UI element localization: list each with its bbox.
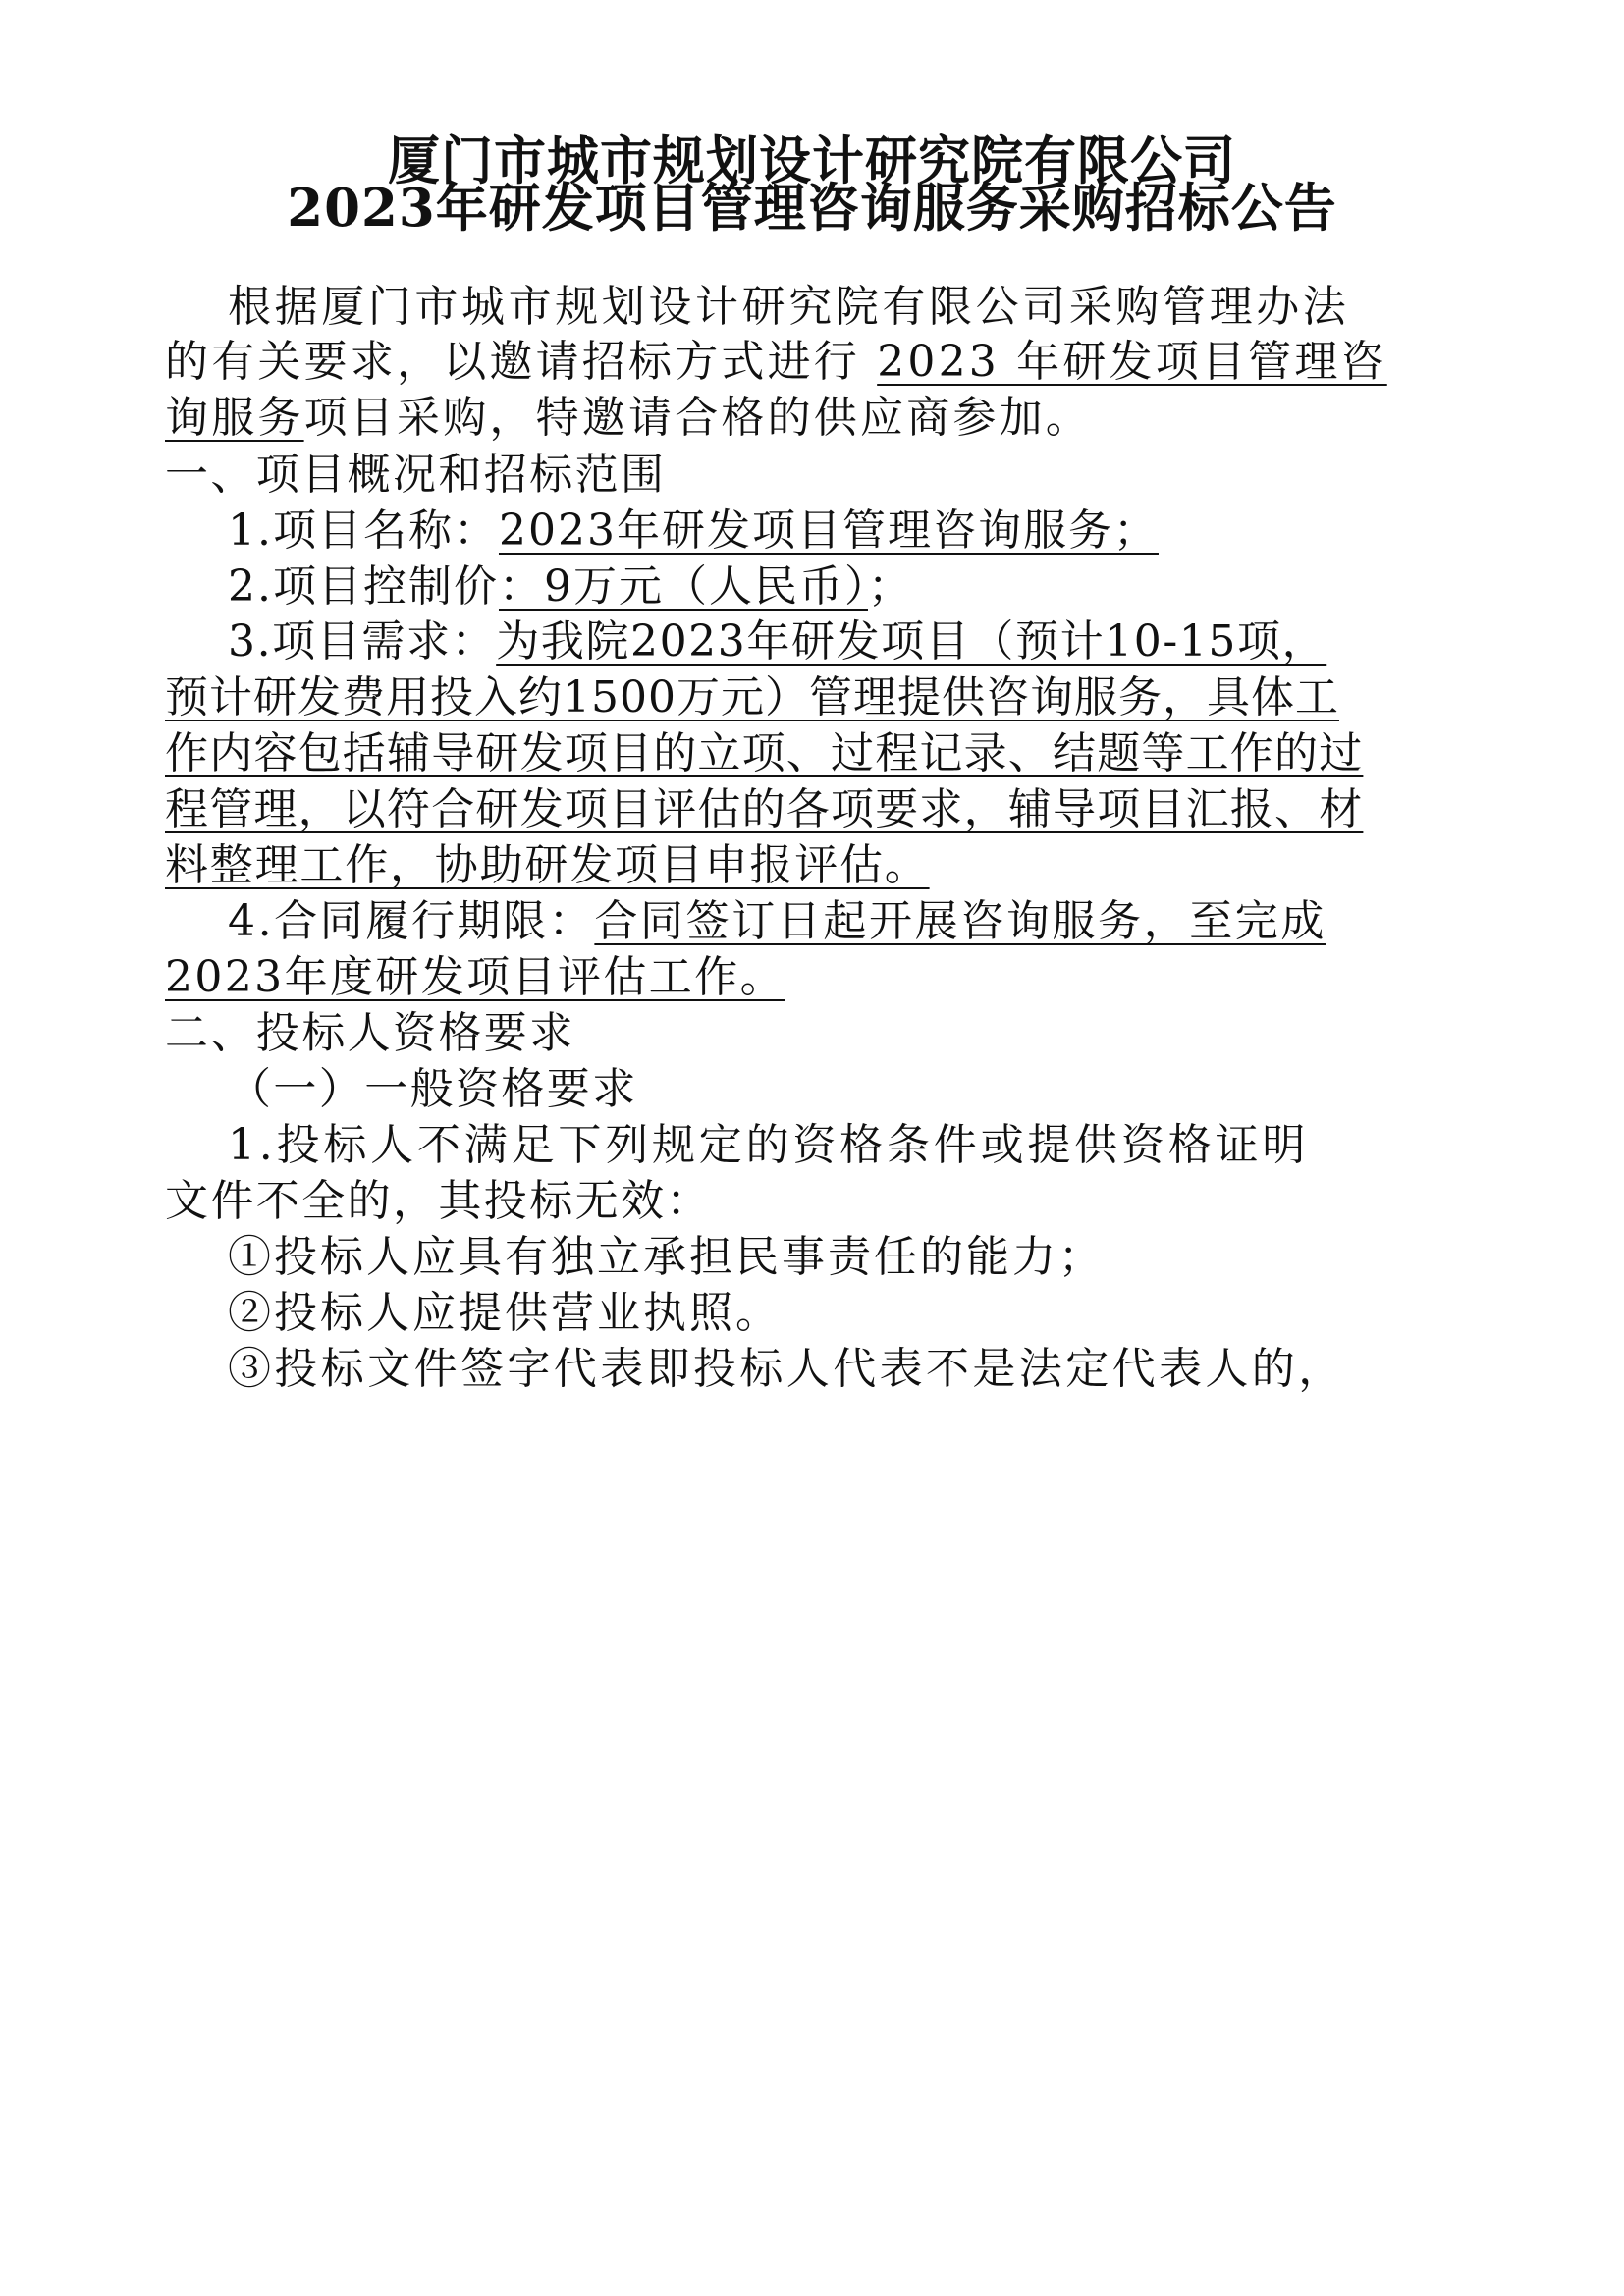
item4-label: 4.合同履行期限： xyxy=(228,896,595,946)
condition-2: ②投标人应提供营业执照。 xyxy=(228,1288,782,1338)
condition-1: ①投标人应具有独立承担民事责任的能力； xyxy=(228,1232,1105,1282)
item3-requirement-line5 xyxy=(165,838,930,893)
item2-end: ； xyxy=(867,561,913,612)
item4-text-line1: 合同签订日起开展咨询服务，至完成 xyxy=(594,896,1326,946)
item3-text-line4: 程管理，以符合研发项目评估的各项要求，辅导项目汇报、材 xyxy=(165,784,1364,834)
item2-value: ：9万元（人民币） xyxy=(498,561,868,612)
item1-value: 2023年研发项目管理咨询服务； xyxy=(498,506,1159,556)
condition-3: ③投标文件签字代表即投标人代表不是法定代表人的， xyxy=(228,1344,1345,1394)
item3-text-line3: 作内容包括辅导研发项目的立项、过程记录、结题等工作的过 xyxy=(165,728,1364,778)
intro-line-2-text: 的有关要求，以邀请招标方式进行 xyxy=(165,337,878,387)
section2-para1-line1: 1.投标人不满足下列规定的资格条件或提供资格证明 xyxy=(228,1120,1310,1170)
item3-requirement-line1 xyxy=(228,614,1326,669)
item2-label: 2.项目控制价 xyxy=(228,561,499,612)
item3-text-line2: 预计研发费用投入约1500万元）管理提供咨询服务，具体工 xyxy=(165,672,1339,722)
section2-para1-line2: 文件不全的，其投标无效： xyxy=(165,1176,712,1226)
item3-requirement-line4 xyxy=(165,782,1363,837)
intro-project-name-part2: 询服务 xyxy=(165,393,304,443)
section2-heading: 二、投标人资格要求 xyxy=(165,1008,575,1058)
section1-heading: 一、项目概况和招标范围 xyxy=(165,450,667,500)
item4-contract-period-line1 xyxy=(228,894,1326,949)
item3-text-line5: 料整理工作，协助研发项目申报评估。 xyxy=(165,840,930,890)
intro-line-2 xyxy=(165,335,1387,390)
item3-text-line1: 为我院2023年研发项目（预计10-15项， xyxy=(496,616,1327,667)
intro-line-1: 根据厦门市城市规划设计研究院有限公司采购管理办法 xyxy=(228,282,1350,332)
document-title-line1: 厦门市城市规划设计研究院有限公司 xyxy=(388,131,1236,191)
intro-line-3 xyxy=(165,391,1092,446)
item3-requirement-line3 xyxy=(165,726,1363,781)
item3-label: 3.项目需求： xyxy=(228,616,497,667)
item1-label: 1.项目名称： xyxy=(228,506,499,556)
document-title-line2: 2023年研发项目管理咨询服务采购招标公告 xyxy=(287,178,1337,239)
intro-line-3-text: 项目采购，特邀请合格的供应商参加。 xyxy=(303,393,1093,443)
section2-subheading-general: （一）一般资格要求 xyxy=(228,1064,638,1114)
item4-contract-period-line2 xyxy=(165,950,785,1005)
intro-project-name-part1: 2023 年研发项目管理咨 xyxy=(877,337,1387,387)
item4-text-line2: 2023年度研发项目评估工作。 xyxy=(165,952,785,1002)
item1-project-name xyxy=(228,504,1159,559)
item3-requirement-line2 xyxy=(165,670,1339,725)
item2-control-price xyxy=(228,560,913,614)
